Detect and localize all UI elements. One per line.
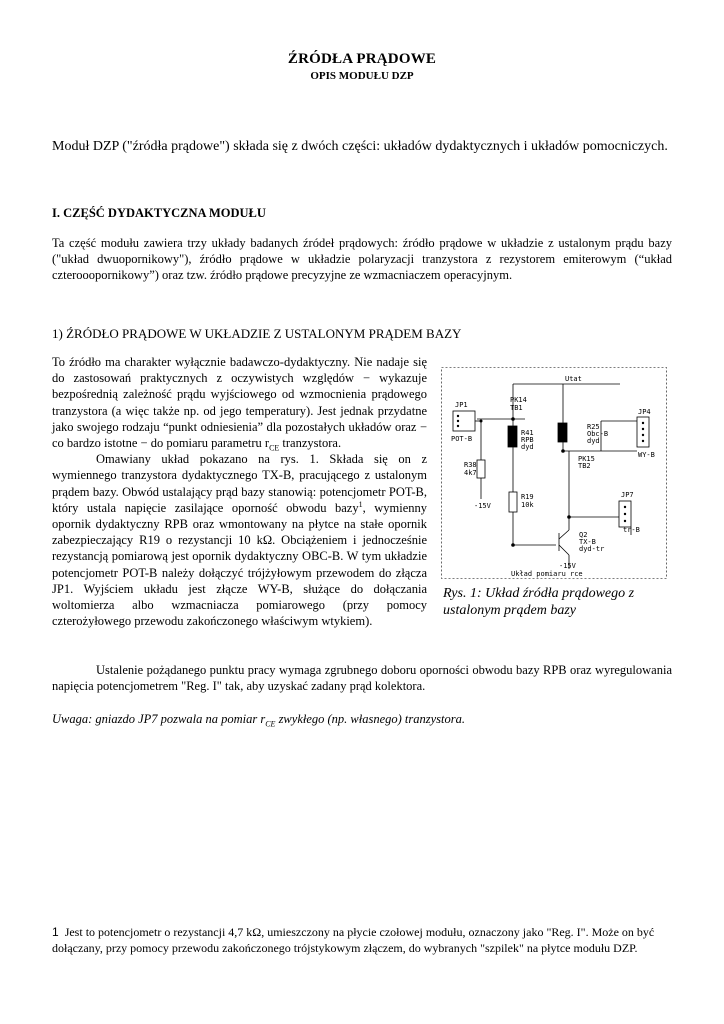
section-paragraph: Ta część modułu zawiera trzy układy badanych źródeł prądowych: źródło prądowe w układzie z ustalonym prądu bazy ("układ dwuopornikowy"), źródło prądowe w układzie polaryzacji tranzystora z rezystorem emiterowym (“układ czterooopornikowy”) oraz tzw. źródło prądowe precyzyjne ze wzmacniaczem operacyjnym.: [52, 236, 672, 282]
subsection-heading: 1) ŹRÓDŁO PRĄDOWE W UKŁADZIE Z USTALONYM PRĄDEM BAZY: [52, 326, 462, 341]
label-tx-b: TX-B: [579, 538, 596, 546]
label-r38: R38: [464, 461, 477, 469]
label-pk15: PK15: [578, 455, 595, 463]
label-obc-b: Obc-B: [587, 430, 609, 438]
label-jp1: JP1: [455, 401, 468, 409]
label-r41-dyd: dyd: [521, 443, 534, 451]
label-r25-dyd: dyd: [587, 437, 600, 445]
paragraph-2: Omawiany układ pokazano na rys. 1. Składa się on z wymiennego tranzystora dydaktycznego TX-B, pracującego z ustalonym prądem bazy. Obwód ustalający prąd bazy stanowią: potencjometr POT-B, który ustala napięcie zasilające oporność obwodu bazy$^1$, wymienny opornik dydaktyczny RPB oraz wmontowany na płytce na stałe opornik zabezpieczający R19 o rezystancji 10 kΩ. Obciążeniem i jednocześnie rezystancją pomiarową jest opornik dydaktyczny OBC-B. W tym układzie potencjometr POT-B należy dołączyć trójżyłowym przewodem do złącza JP1. Wyjściem układu jest złącze WY-B, służące do dołączania woltomierza albo wzmacniacza pomiarowego (przy pomocy czterożyłowego przewodu zakończonego właściwym wtykiem).: [52, 452, 427, 629]
label-tb1: TB1: [510, 404, 523, 412]
footnote-ref[interactable]: 1: [358, 499, 363, 509]
label-wy-b: WY-B: [638, 451, 655, 459]
note-text: Uwaga: gniazdo JP7 pozwala na pomiar $r_{CE}$ zwykłego (np. własnego) tranzystora.: [52, 712, 466, 729]
label-r25: R25: [587, 423, 600, 431]
label-jp7: JP7: [621, 491, 634, 499]
label-jp4: JP4: [638, 408, 651, 416]
page-title: ŹRÓDŁA PRĄDOWE: [287, 51, 437, 67]
intro-paragraph: Moduł DZP ("źródła prądowe") składa się z dwóch części: układów dydaktycznych i układów pomocniczych.: [52, 139, 668, 154]
label-tb2: TB2: [578, 462, 591, 470]
section-heading: I. CZĘŚĆ DYDAKTYCZNA MODUŁU: [52, 206, 266, 220]
footnote-number: 1: [52, 925, 59, 939]
label-minus15v-b: -15V: [559, 562, 576, 570]
footnote: [52, 924, 672, 956]
label-r19: R19: [521, 493, 534, 501]
label-dyd-tr: dyd-tr: [579, 545, 605, 553]
left-column-text: [52, 354, 427, 629]
circuit-schematic: [441, 367, 667, 581]
label-tr-b: tr-B: [623, 526, 640, 534]
label-utat: Utat: [565, 375, 582, 383]
paragraph-1: To źródło ma charakter wyłącznie badawczo-dydaktyczny. Nie nadaje się do zastosowań praktycznych z oczywistych względów − wykazuje bezpośrednią zależność prądu wyjściowego od wzmocnienia prądowego tranzystora (a więc także np. od jego temperatury). Jest jednak przydatne jako swojego rodzaju “punkt odniesienia” dla pozostałych układów oraz − co bardzo istotne − do pomiaru parametru $r_{CE}$ tranzystora.: [52, 355, 427, 453]
page-subtitle: OPIS MODUŁU DZP: [310, 70, 414, 82]
label-rpb: RPB: [521, 436, 534, 444]
schematic-title: Układ pomiaru rce: [511, 570, 583, 578]
label-r41: R41: [521, 429, 534, 437]
label-pk14: PK14: [510, 396, 527, 404]
footnote-text: Jest to potencjometr o rezystancji 4,7 kΩ, umieszczony na płycie czołowej modułu, oznaczony jako "Reg. I". Może on być dołączany, przy pomocy przewodu zakończonego trójstykowym złączem, do wybranych "szpilek" na płytce modułu DZP.: [52, 925, 655, 955]
label-pot-b: POT-B: [451, 435, 473, 443]
label-r19-value: 10k: [521, 501, 534, 509]
paragraph-3: Ustalenie pożądanego punktu pracy wymaga zgrubnego doboru oporności obwodu bazy RPB oraz wyregulowania napięcia potencjometrem "Reg. I" tak, aby uzyskać zadany prąd kolektora.: [52, 663, 672, 694]
figure-caption: Rys. 1: Układ źródła prądowego z ustalonym prądem bazy: [443, 586, 635, 618]
label-q2: Q2: [579, 531, 588, 539]
label-minus15v-a: -15V: [474, 502, 491, 510]
label-r38-value: 4k7: [464, 469, 477, 477]
